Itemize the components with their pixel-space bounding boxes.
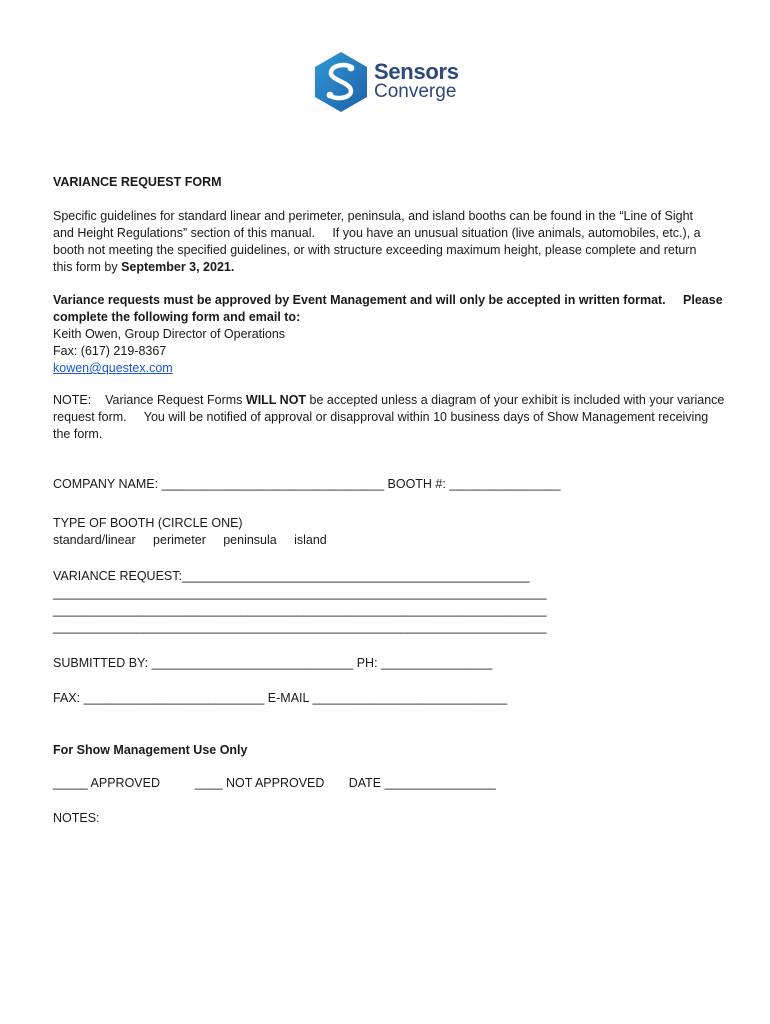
variance-blank-line-3[interactable]: _______________________________________________________________________ <box>53 620 547 634</box>
company-booth-field[interactable]: COMPANY NAME: ________________________________ BOOTH #: ________________ <box>53 477 561 491</box>
note-line-1 <box>53 392 724 409</box>
sensors-converge-logo <box>311 50 481 114</box>
contact-name: Keith Owen, Group Director of Operations <box>53 327 286 341</box>
submitted-by-field[interactable]: SUBMITTED BY: _____________________________ PH: ________________ <box>53 656 493 670</box>
variance-request-field[interactable]: VARIANCE REQUEST:__________________________________________________ <box>53 569 530 583</box>
intro-line-4-text: this form by <box>53 260 122 274</box>
note-line-1-post: be accepted unless a diagram of your exhibit is included with your variance <box>306 393 725 407</box>
intro-line-4 <box>53 259 234 276</box>
deadline-date: September 3, 2021. <box>121 260 235 274</box>
variance-blank-line-2[interactable]: _______________________________________________________________________ <box>53 603 547 617</box>
intro-line-1: Specific guidelines for standard linear and perimeter, peninsula, and island booths can be found in the “Line of Sight <box>53 209 694 223</box>
note-will-not: WILL NOT <box>245 393 307 407</box>
booth-type-label: TYPE OF BOOTH (CIRCLE ONE) <box>53 516 243 530</box>
note-line-2: request form. You will be notified of approval or disapproval within 10 business days of Show Management receiving <box>53 410 709 424</box>
note-line-3: the form. <box>53 427 103 441</box>
submit-line-1: Variance requests must be approved by Event Management and will only be accepted in written format. Please <box>53 293 723 307</box>
submit-line-2: complete the following form and email to: <box>53 310 301 324</box>
note-line-1-pre: NOTE: Variance Request Forms <box>53 393 246 407</box>
notes-label: NOTES: <box>53 811 100 825</box>
intro-line-2: and Height Regulations” section of this manual. If you have an unusual situation (live animals, automobiles, etc.), a <box>53 226 701 240</box>
management-heading: For Show Management Use Only <box>53 743 248 757</box>
fax-email-field[interactable]: FAX: __________________________ E-MAIL ____________________________ <box>53 691 508 705</box>
approval-status-line[interactable]: _____ APPROVED ____ NOT APPROVED DATE ________________ <box>53 776 496 790</box>
booth-type-options[interactable]: standard/linear perimeter peninsula island <box>53 533 327 547</box>
logo-text-sensors: Sensors <box>374 59 459 84</box>
logo-text-converge: Converge <box>374 81 457 102</box>
contact-email-link[interactable]: kowen@questex.com <box>53 361 173 375</box>
form-title: VARIANCE REQUEST FORM <box>53 175 222 189</box>
intro-line-3: booth not meeting the specified guidelines, or with structure exceeding maximum height, please complete and return <box>53 243 697 257</box>
variance-blank-line-1[interactable]: _______________________________________________________________________ <box>53 586 547 600</box>
hexagon-logo-icon <box>311 50 371 114</box>
contact-fax: Fax: (617) 219-8367 <box>53 344 167 358</box>
